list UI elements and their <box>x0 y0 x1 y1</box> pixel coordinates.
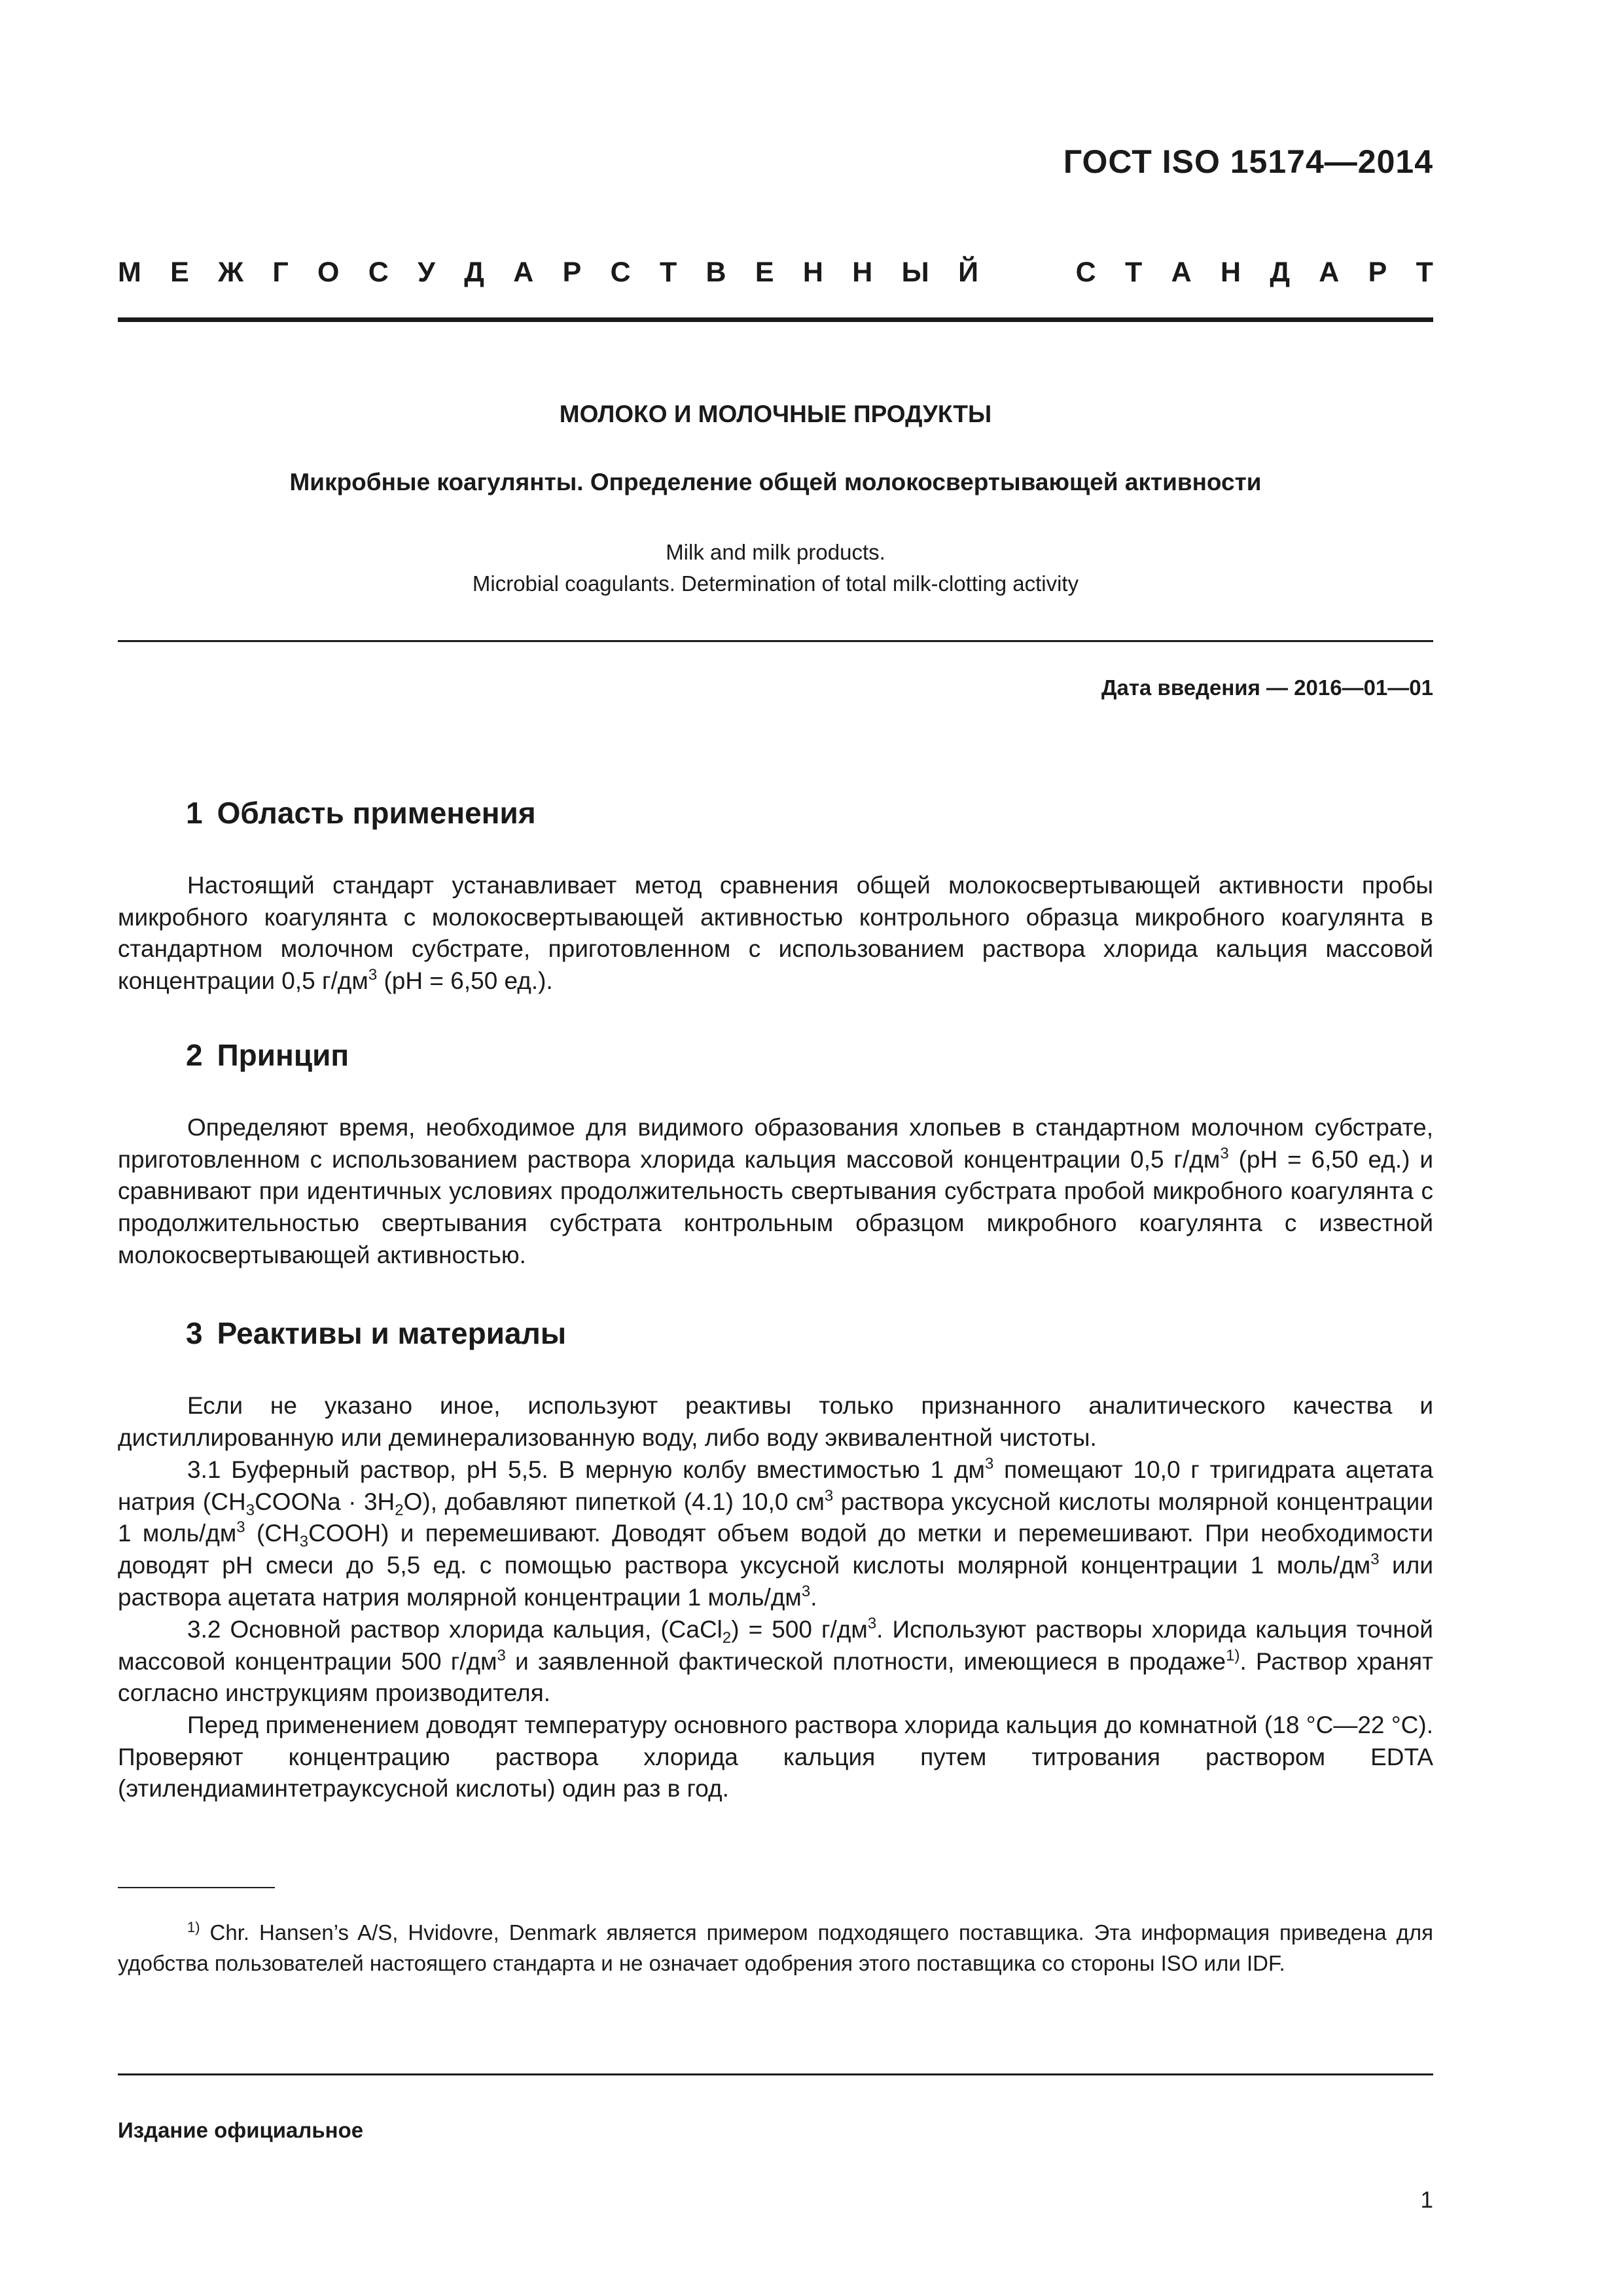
banner-letter: Н <box>852 257 873 288</box>
banner-letter: Н <box>1220 257 1241 288</box>
banner-letter: В <box>705 257 726 288</box>
banner-letter: Ж <box>218 257 244 288</box>
banner-letter: Е <box>755 257 774 288</box>
clause-3-2: 3.2 Основной раствор хлорида кальция, (CaCl$_2$) = 500 $г/дм^3$. Используют растворы хлорида кальция точной массовой концентрации 500 $г/дм^3$ и заявленной фактической плотности, имеющиеся в продаже$^{1)}$. Раствор хранят согласно инструкциям производителя. <box>118 1615 1434 1707</box>
edition-label: Издание официальное <box>118 2118 364 2142</box>
clause-3-1: 3.1 Буферный раствор, pH 5,5. В мерную колбу вместимостью 1 $дм^3$ помещают 10,0 г тригидрата ацетата натрия $(CH_3COONa \cdot 3H_2O)$, добавляют пипеткой (4.1) 10,0 $см^3$ раствора уксусной кислоты молярной концентрации 1 моль/$дм^3$ $(CH_3COOH)$ и перемешивают. Доводят объем водой до метки и перемешивают. При необходимости доводят pH смеси до 5,5 ед. с помощью раствора уксусной кислоты молярной концентрации 1 моль/$дм^3$ или раствора ацетата натрия молярной концентрации 1 моль/$дм^3$. <box>118 1455 1434 1611</box>
section-1-paragraph: Настоящий стандарт устанавливает метод сравнения общей молокосвертывающей активности пробы микробного коагулянта с молокосвертывающей активностью контрольного образца микробного коагулянта в стандартном молочном субстрате, приготовленном с использованием раствора хлорида кальция массовой концентрации 0,5 $г/дм^3$ (pH = 6,50 ед.). <box>118 872 1433 995</box>
section-title: Принцип <box>217 1038 349 1072</box>
banner-letter: С <box>1075 257 1096 288</box>
banner-letter: Т <box>1124 257 1143 288</box>
banner-letter: О <box>317 257 340 288</box>
document-designation: ГОСТ ISO 15174—2014 <box>1063 143 1433 180</box>
banner-letter: А <box>1171 257 1192 288</box>
banner-letter: Д <box>464 257 484 288</box>
footnote-text: Chr. Hansen’s A/S, Hvidovre, Denmark является примером подходящего поставщика. Эта информация приведена для удобства пользователей настоящего стандарта и не означает одобрения этого поставщика со стороны ISO или IDF. <box>118 1920 1433 1975</box>
banner-letter: Р <box>562 257 582 288</box>
title-main: МОЛОКО И МОЛОЧНЫЕ ПРОДУКТЫ <box>559 401 992 427</box>
banner-letter: С <box>610 257 631 288</box>
banner-letter: Н <box>802 257 823 288</box>
banner-letter: А <box>513 257 534 288</box>
date-of-introduction: Дата введения — 2016—01—01 <box>1101 675 1433 700</box>
banner-letter: Т <box>659 257 677 288</box>
section-3-intro: Если не указано иное, используют реактивы только признанного аналитического качества и дистиллированную или деминерализованную воду, либо воду эквивалентной чистоты. <box>118 1392 1433 1451</box>
page-number: 1 <box>1420 2187 1433 2213</box>
banner-letter: М <box>118 257 141 288</box>
banner-letter: Й <box>958 257 978 288</box>
section-3-heading <box>186 1316 566 1351</box>
title-english-line1: Milk and milk products. <box>666 540 885 564</box>
interstate-standard-banner <box>118 257 1433 296</box>
title-rule <box>118 640 1433 642</box>
section-1-heading <box>186 795 536 831</box>
clause-3-2-paragraph-2: Перед применением доводят температуру основного раствора хлорида кальция до комнатной (18 °С—22 °С). Проверяют концентрацию раствора хлорида кальция путем титрования раствором EDTA (этилендиаминтетрауксусной кислоты) один раз в год. <box>118 1712 1433 1803</box>
footnote-separator <box>118 1887 275 1888</box>
section-number: 1 <box>186 796 203 830</box>
banner-letter: У <box>418 257 435 288</box>
footnote-reference: 1) <box>1226 1646 1240 1664</box>
header-rule <box>118 317 1433 322</box>
banner-letter: Д <box>1270 257 1290 288</box>
banner-letter: Ы <box>901 257 929 288</box>
banner-letter: Р <box>1368 257 1387 288</box>
title-english <box>118 537 1433 600</box>
section-number: 3 <box>186 1316 203 1350</box>
banner-gap <box>1007 257 1046 296</box>
footnote-mark: 1) <box>187 1919 200 1935</box>
section-2-heading <box>186 1037 349 1073</box>
section-2-paragraph: Определяют время, необходимое для видимого образования хлопьев в стандартном молочном субстрате, приготовленном с использованием раствора хлорида кальция массовой концентрации 0,5 $г/дм^3$ (pH = 6,50 ед.) и сравнивают при идентичных условиях продолжительность свертывания субстрата пробой микробного коагулянта с продолжительностью свертывания субстрата контрольным образцом микробного коагулянта с известной молокосвертывающей активностью. <box>118 1114 1434 1268</box>
title-sub: Микробные коагулянты. Определение общей молокосвертывающей активности <box>289 469 1262 495</box>
banner-letter: С <box>368 257 389 288</box>
title-english-line2: Microbial coagulants. Determination of total milk-clotting activity <box>472 571 1079 596</box>
footer-rule <box>118 2073 1433 2075</box>
footnote <box>118 1918 1433 1979</box>
banner-letter: Г <box>272 257 289 288</box>
banner-letter: Е <box>170 257 189 288</box>
section-title: Реактивы и материалы <box>217 1316 567 1350</box>
banner-letter: А <box>1319 257 1340 288</box>
section-number: 2 <box>186 1038 203 1072</box>
banner-letter: Т <box>1416 257 1433 288</box>
section-title: Область применения <box>217 796 536 830</box>
